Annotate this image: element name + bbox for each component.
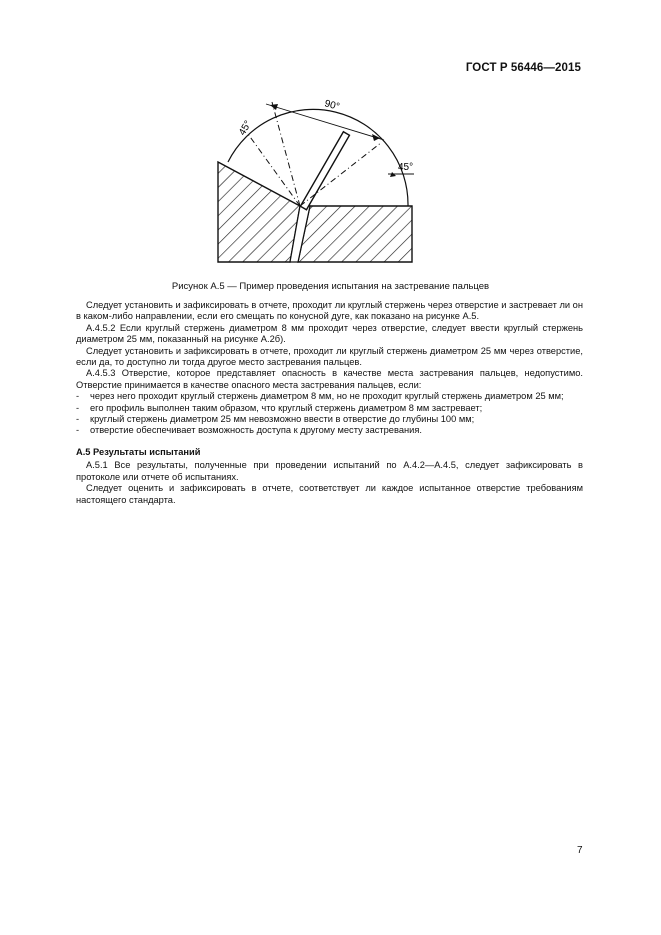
list-item: - отверстие обеспечивает возможность доступа к другому месту застревания. [76,425,583,436]
list-item: - через него проходит круглый стержень диаметром 8 мм, но не проходит круглый стержень диаметром 25 мм; [76,391,583,402]
angle-label-right: 45° [398,162,414,173]
page-number: 7 [577,845,583,856]
document-body [76,300,583,506]
figure-caption: Рисунок А.5 — Пример проведения испытания на застревание пальцев [171,281,490,292]
paragraph: Следует установить и зафиксировать в отчете, проходит ли круглый стержень через отверстие и застревает ли он в каком-либо направлении, если его смещать по конусной дуге, как показано на рисунке А.5. [76,300,583,322]
angle-label-top: 90° [323,98,341,113]
test-rod [300,132,349,210]
paragraph: Следует установить и зафиксировать в отчете, проходит ли круглый стержень диаметром 25 мм через отверстие, если да, то доступно ли тогда другое место застревания пальцев. [76,345,583,368]
test-diagram [200,92,430,272]
angle-label-left: 45° [237,118,255,138]
list-item: - его профиль выполнен таким образом, что круглый стержень диаметром 8 мм застревает; [76,403,583,414]
left-surface-block [218,162,300,262]
paragraph: Следует оценить и зафиксировать в отчете, соответствует ли каждое испытанное отверстие требованиям настоящего стандарта. [76,483,583,505]
section-title: А.5 Результаты испытаний [76,446,201,457]
right-surface-block [298,206,412,262]
dash-line-center [272,102,300,206]
paragraph: А.5.1 Все результаты, полученные при проведении испытаний по А.4.2—А.4.5, следует зафиксировать в протоколе или отчете об испытаниях. [76,460,583,482]
finger-entrapment-figure [200,92,430,272]
paragraph: А.4.5.3 Отверстие, которое представляет опасность в качестве места застревания пальцев, недопустимо. Отверстие принимается в качестве опасного места застревания пальцев, если: [76,368,583,390]
list-item: - круглый стержень диаметром 25 мм невозможно ввести в отверстие до глубины 100 мм; [76,414,583,425]
dash-line-right [300,142,382,206]
paragraph: А.4.5.2 Если круглый стержень диаметром 8 мм проходит через отверстие, следует ввести круглый стержень диаметром 25 мм, показанный на рисунке А.2б). [76,322,583,345]
document-header: ГОСТ Р 56446—2015 [465,62,581,74]
bullet-list [76,391,583,437]
